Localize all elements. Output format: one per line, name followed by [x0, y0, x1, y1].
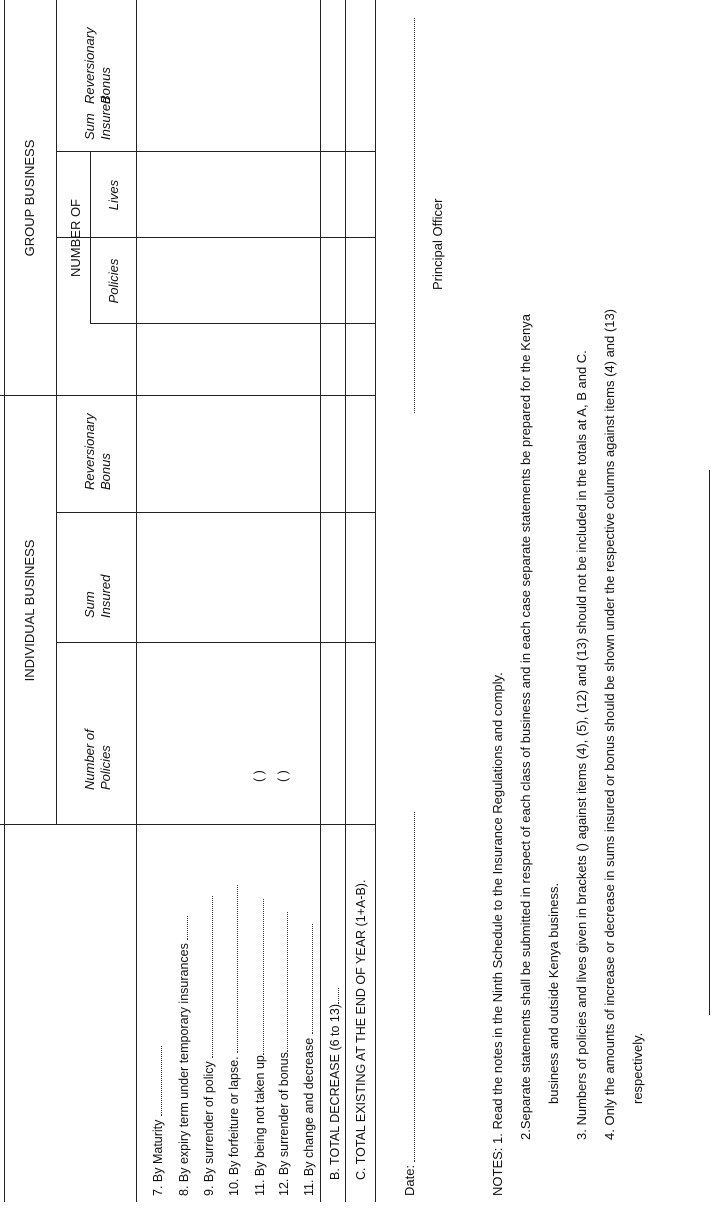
bracket-row-11: ( )	[252, 770, 266, 782]
col-line-ind-sum	[56, 512, 375, 513]
note-2-line-2: business and outside Kenya business.	[546, 882, 561, 1104]
date-label: Date:	[402, 1164, 417, 1196]
header-divider	[56, 0, 57, 825]
row-12-surrender-bonus: 12. By surrender of bonus	[276, 912, 292, 1196]
grp-col-sum-insured: Sum Insured	[82, 96, 113, 140]
date-line	[404, 812, 415, 1162]
principal-officer-label: Principal Officer	[430, 198, 445, 290]
ind-col-sum-insured: Sum Insured	[82, 574, 113, 618]
grp-col-policies: Policies	[106, 258, 121, 304]
note-4-line-1: 4. Only the amounts of increase or decrease in sums insured or bonus should be shown under the respective columns against items (4) and (13)	[602, 309, 617, 1140]
note-4-line-2: respectively.	[630, 1032, 645, 1104]
number-of-header: NUMBER OF	[68, 199, 83, 277]
row-11-change-decrease: 11. By change and decrease	[301, 924, 317, 1196]
number-of-divider	[90, 152, 91, 324]
row-c-total-existing: C. TOTAL EXISTING AT THE END OF YEAR (1+A-B).	[354, 879, 368, 1180]
total-b-top-line	[320, 0, 321, 1202]
col-line-ind-policies	[56, 642, 375, 643]
ind-col-reversionary-bonus: Reversionary Bonus	[82, 413, 113, 490]
group-business-header: GROUP BUSINESS	[22, 139, 37, 257]
note-2-line-1: 2.Separate statements shall be submitted in respect of each class of business and in each case separate statements be prepared for the Kenya	[518, 314, 533, 1140]
total-c-top-line	[345, 0, 346, 1202]
row-b-total-decrease: B. TOTAL DECREASE (6 to 13)	[327, 988, 343, 1180]
col-line-grp-sum	[56, 151, 375, 152]
grp-col-reversionary-bonus: Reversionary Bonus	[82, 27, 113, 104]
col-line-grp-lives	[56, 237, 375, 238]
note-1: NOTES: 1. Read the notes in the Ninth Schedule to the Insurance Regulations and comply.	[490, 672, 505, 1196]
col-line-description	[0, 824, 375, 825]
row-7-maturity: 7. By Maturity	[150, 1046, 166, 1196]
table-bottom-border	[375, 0, 376, 1202]
bottom-rule	[709, 470, 710, 1015]
individual-business-header: INDIVIDUAL BUSINESS	[22, 539, 37, 682]
col-line-individual-group	[0, 395, 375, 396]
header-bottom-border	[136, 0, 137, 1202]
note-3: 3. Numbers of policies and lives given in brackets () against items (4), (5), (12) and (13) should not be included in the totals at A, B and C.	[574, 350, 589, 1140]
ind-col-number-of-policies: Number of Policies	[82, 729, 113, 790]
row-8-expiry-term: 8. By expiry term under temporary insurances	[176, 916, 192, 1196]
table-top-border	[4, 0, 5, 1202]
row-9-surrender-policy: 9. By surrender of policy	[201, 896, 217, 1196]
row-11-not-taken-up: 11. By being not taken up	[252, 899, 268, 1196]
row-10-forfeiture: 10. By forfeiture or lapse.	[226, 885, 242, 1196]
bracket-row-12: ( )	[276, 770, 290, 782]
principal-officer-signature-line	[404, 18, 415, 413]
col-line-grp-policies	[90, 323, 375, 324]
grp-col-lives: Lives	[106, 179, 121, 211]
